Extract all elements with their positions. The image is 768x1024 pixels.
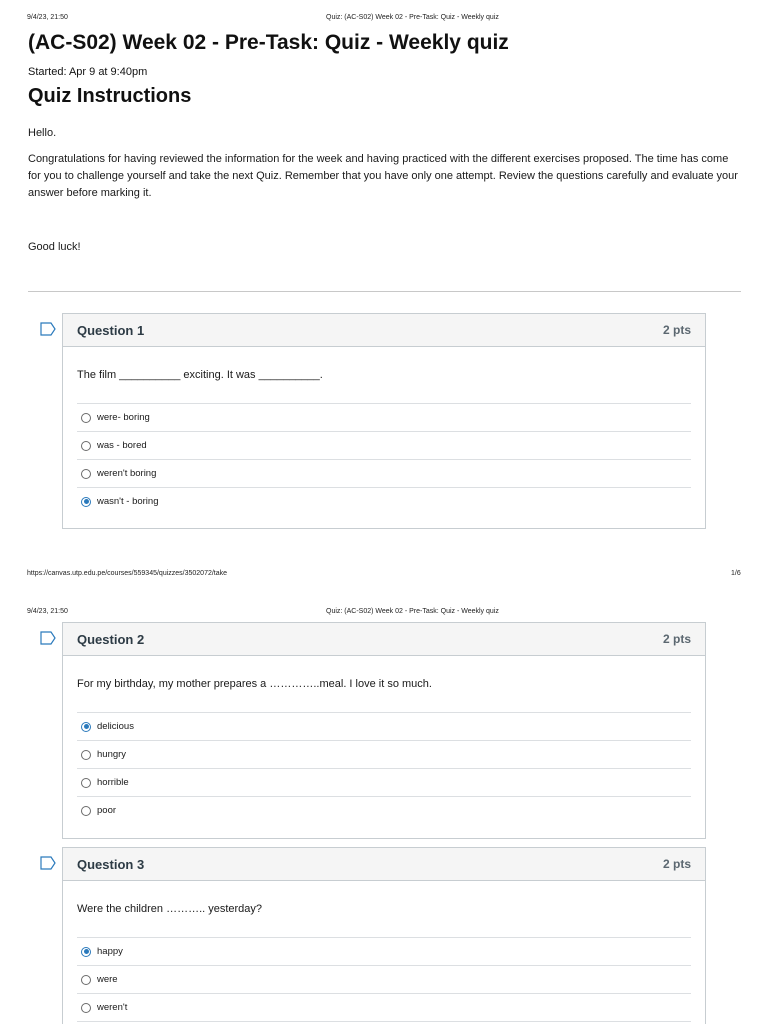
radio-button[interactable]: [81, 469, 91, 479]
question-points: 2 pts: [662, 857, 691, 871]
question-text: For my birthday, my mother prepares a …………..meal. I love it so much.: [77, 678, 432, 690]
answer-list: [77, 937, 691, 1022]
section-divider: [28, 291, 741, 292]
radio-button[interactable]: [81, 1003, 91, 1013]
question-card-2: [62, 622, 706, 839]
answer-label: happy: [97, 946, 123, 957]
radio-button[interactable]: [81, 806, 91, 816]
answer-option[interactable]: [77, 432, 691, 460]
answer-list: [77, 403, 691, 515]
radio-button-selected[interactable]: [81, 497, 91, 507]
print-datetime: 9/4/23, 21:50: [27, 608, 68, 615]
answer-option[interactable]: [77, 994, 691, 1022]
instructions-closing: Good luck!: [28, 241, 81, 253]
bookmark-icon[interactable]: [40, 856, 56, 870]
print-datetime: 9/4/23, 21:50: [27, 14, 68, 21]
print-page-number: 1/6: [731, 570, 741, 577]
answer-option[interactable]: [77, 966, 691, 994]
question-points: 2 pts: [662, 632, 691, 646]
question-text: The film __________ exciting. It was __________.: [77, 369, 323, 381]
answer-label: weren't boring: [97, 468, 157, 479]
bookmark-icon[interactable]: [40, 322, 56, 336]
question-title: Question 3: [77, 856, 145, 872]
radio-button-selected[interactable]: [81, 947, 91, 957]
question-title: Question 1: [77, 322, 145, 338]
radio-button-selected[interactable]: [81, 722, 91, 732]
answer-label: poor: [97, 805, 117, 816]
answer-option[interactable]: [77, 713, 691, 741]
answer-list: [77, 712, 691, 824]
answer-option[interactable]: [77, 769, 691, 797]
print-title: Quiz: (AC-S02) Week 02 - Pre-Task: Quiz - Weekly quiz: [326, 14, 499, 21]
quiz-instructions-heading: Quiz Instructions: [28, 85, 192, 107]
quiz-started-time: Started: Apr 9 at 9:40pm: [28, 66, 148, 78]
answer-label: hungry: [97, 749, 127, 760]
bookmark-icon[interactable]: [40, 631, 56, 645]
question-points: 2 pts: [662, 323, 691, 337]
question-text: Were the children ……….. yesterday?: [77, 903, 263, 915]
answer-option[interactable]: [77, 797, 691, 824]
page-title: (AC-S02) Week 02 - Pre-Task: Quiz - Weekly quiz: [28, 31, 509, 54]
instructions-greeting: Hello.: [28, 127, 57, 139]
answer-label: wasn't - boring: [97, 496, 159, 507]
radio-button[interactable]: [81, 413, 91, 423]
answer-option[interactable]: [77, 404, 691, 432]
answer-option[interactable]: [77, 488, 691, 515]
radio-button[interactable]: [81, 750, 91, 760]
answer-label: horrible: [97, 777, 129, 788]
answer-label: delicious: [97, 721, 134, 732]
question-header: [63, 314, 705, 347]
answer-option[interactable]: [77, 741, 691, 769]
answer-label: weren't: [97, 1002, 128, 1013]
radio-button[interactable]: [81, 975, 91, 985]
question-card-3: [62, 847, 706, 1024]
answer-label: were: [97, 974, 118, 985]
question-title: Question 2: [77, 631, 145, 647]
answer-option[interactable]: [77, 938, 691, 966]
radio-button[interactable]: [81, 778, 91, 788]
answer-label: was - bored: [97, 440, 147, 451]
question-header: [63, 848, 705, 881]
print-url: https://canvas.utp.edu.pe/courses/559345/quizzes/3502072/take: [27, 570, 228, 577]
print-title: Quiz: (AC-S02) Week 02 - Pre-Task: Quiz - Weekly quiz: [326, 608, 499, 615]
answer-option[interactable]: [77, 460, 691, 488]
question-header: [63, 623, 705, 656]
instructions-body: Congratulations for having reviewed the information for the week and having practiced with the different exercises proposed. The time has come for you to challenge yourself and take the next Quiz. Remember that you have only one attempt. Review the questions carefully and evaluate your answer before marking it.: [28, 153, 738, 199]
answer-label: were- boring: [97, 412, 150, 423]
radio-button[interactable]: [81, 441, 91, 451]
question-card-1: [62, 313, 706, 529]
